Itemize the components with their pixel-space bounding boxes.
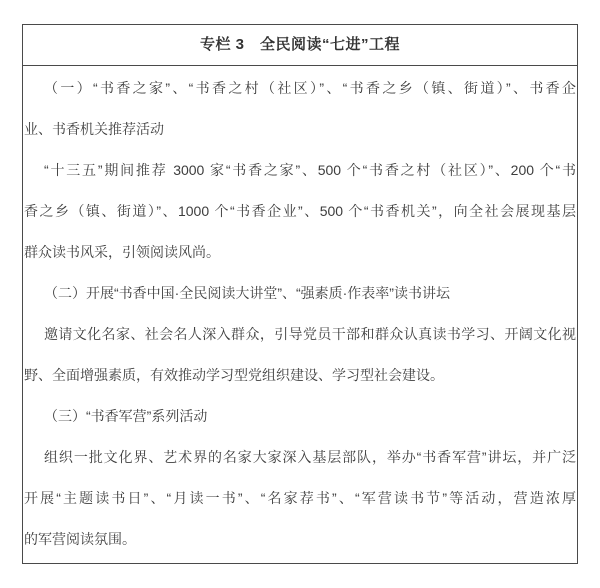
column-panel — [22, 24, 578, 564]
panel-body — [23, 66, 577, 560]
paragraph — [24, 273, 576, 314]
paragraph — [24, 150, 576, 273]
text-line: （三）“书香军营”系列活动 — [44, 408, 208, 424]
text-line: （一）“书香之家”、“书香之村（社区）”、“书香之乡（镇、街道）”、书香企 — [44, 80, 576, 96]
text-line: 组织一批文化界、艺术界的名家大家深入基层部队，举办“书香军营”讲坛，并广泛 — [44, 449, 576, 465]
text-line: 野、全面增强素质，有效推动学习型党组织建设、学习型社会建设。 — [24, 367, 444, 383]
text-line: “十三五”期间推荐 3000 家“书香之家”、500 个“书香之村（社区）”、200 个“书 — [44, 162, 576, 178]
text-line: 群众读书风采，引领阅读风尚。 — [24, 244, 220, 260]
text-line: 的军营阅读氛围。 — [24, 531, 136, 547]
panel-title: 专栏 3 全民阅读“七进”工程 — [23, 25, 577, 66]
text-line: 香之乡（镇、街道）”、1000 个“书香企业”、500 个“书香机关”，向全社会展现基层 — [24, 203, 576, 219]
paragraph — [24, 437, 576, 560]
text-line: （二）开展“书香中国·全民阅读大讲堂”、“强素质·作表率”读书讲坛 — [44, 285, 450, 301]
paragraph — [24, 314, 576, 396]
text-line: 业、书香机关推荐活动 — [24, 121, 164, 137]
text-line: 开展“主题读书日”、“月读一书”、“名家荐书”、“军营读书节”等活动，营造浓厚 — [24, 490, 576, 506]
paragraph — [24, 68, 576, 150]
paragraph — [24, 396, 576, 437]
text-line: 邀请文化名家、社会名人深入群众，引导党员干部和群众认真读书学习、开阔文化视 — [44, 326, 576, 342]
